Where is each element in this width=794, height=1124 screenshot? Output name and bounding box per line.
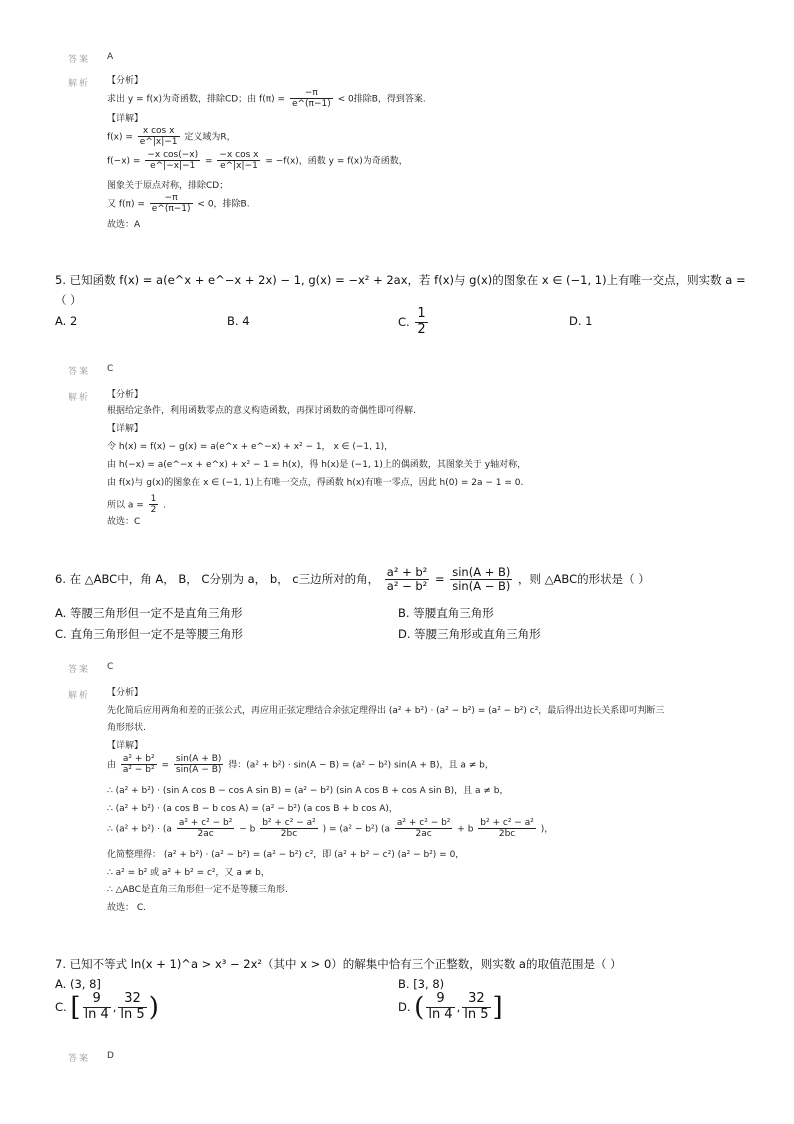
q5-detail-line-3: 由 f(x)与 g(x)的图象在 x ∈ (−1, 1)上有唯一交点，得函数 h(x)有唯一零点，因此 h(0) = 2a − 1 = 0.: [107, 478, 524, 488]
q4-conclusion: 故选：A: [107, 220, 141, 230]
q6-conclusion: 故选： C.: [107, 903, 147, 913]
q5-xiangjie-heading: 【详解】: [107, 424, 144, 434]
q6-detail-line-7: ∴ △ABC是直角三角形但一定不是等腰三角形.: [107, 885, 288, 895]
fraction: $\frac{\text{a² + b²}}{\text{a² − b²}}$: [386, 565, 428, 594]
fraction: $\frac{\text{−x cos x}}{e\^{}|x|-1}$: [219, 150, 259, 172]
fraction: $\frac{\text{a² + b²}}{\text{a² − b²}}$: [122, 754, 155, 776]
answer-label: 答案: [68, 1054, 91, 1064]
q4-fenxi-heading: 【分析】: [107, 76, 144, 86]
fraction: $\frac{\text{b² + c² − a²}}{2bc}$: [480, 818, 534, 840]
q7-stem: 7. 已知不等式 ln(x + 1)^a > x³ − 2x²（其中 x > 0）的解集中恰有三个正整数，则实数 a的取值范围是（ ）: [55, 957, 622, 971]
q4-detail-line-4: 又 f(π) = $\frac{-\pi}{e\^{}(\pi-1)}$ < 0，排除B.: [107, 193, 250, 215]
q6-detail-line-3: ∴ (a² + b²) · (a cos B − b cos A) = (a² − b²) (a cos B + b cos A)，: [107, 804, 398, 814]
q6-option-d[interactable]: D. 等腰三角形或直角三角形: [398, 627, 541, 641]
fraction: $\frac{\text{−x cos(−x)}}{e\^{}|-x|-1}$: [147, 150, 199, 172]
q5-option-c[interactable]: C. $\frac{1}{2}$: [398, 306, 426, 337]
fraction: $\frac{\sin(A + B)}{\sin(A - B)}$: [175, 754, 222, 776]
q6-fenxi-text-2: 角形形状.: [107, 723, 146, 733]
fraction: $\frac{-\pi}{e\^{}(\pi-1)}$: [151, 193, 191, 215]
fraction: $\frac{32}{\ln 5}$: [464, 991, 489, 1022]
q5-option-a[interactable]: A. 2: [55, 314, 78, 328]
fraction: $\frac{32}{\ln 5}$: [120, 991, 145, 1022]
q5-detail-line-4: 所以 a = $\frac{1}{2}$ .: [107, 494, 167, 516]
q6-detail-line-6: ∴ a² = b² 或 a² + b² = c²，又 a ≠ b，: [107, 868, 270, 878]
q6-option-c[interactable]: C. 直角三角形但一定不是等腰三角形: [55, 627, 243, 641]
q6-detail-line-5: 化简整理得： (a² + b²) · (a² − b²) = (a² − b²) c²，即 (a² + b² − c²) (a² − b²) = 0，: [107, 850, 465, 860]
q6-fenxi-text-1: 先化简后应用两角和差的正弦公式，再应用正弦定理结合余弦定理得出 (a² + b²) · (a² − b²) = (a² − b²) c²，最后得出边长关系即可判断三: [107, 706, 665, 716]
q7-option-c[interactable]: C. [ $\frac{9}{\ln 4}$ , $\frac{32}{\ln 5}$ ): [55, 991, 159, 1023]
q7-option-a[interactable]: A. (3, 8]: [55, 977, 101, 991]
analysis-label: 解析: [68, 79, 91, 89]
fraction: $\frac{\text{a² + c² − b²}}{2ac}$: [178, 818, 233, 840]
q5-fenxi-text: 根据给定条件，利用函数零点的意义构造函数，再探讨函数的奇偶性即可得解.: [107, 406, 416, 416]
q4-analysis-line: 求出 y = f(x)为奇函数，排除CD；由 f(π) = $\frac{-\pi}{e\^{}(\pi-1)}$ < 0排除B，得到答案.: [107, 88, 426, 110]
answer-label: 答案: [68, 665, 91, 675]
q6-detail-line-2: ∴ (a² + b²) · (sin A cos B − cos A sin B) = (a² − b²) (sin A cos B + cos A sin B)，且 a ≠ b，: [107, 786, 509, 796]
fraction: $\frac{9}{\ln 4}$: [84, 991, 109, 1022]
fraction: $\frac{1}{2}$: [417, 306, 426, 337]
q4-detail-line-2: f(−x) = $\frac{\text{−x cos(−x)}}{e\^{}|-x|-1}$ = $\frac{\text{−x cos x}}{e\^{}|x|-1}$ = −f(x)，函数 y = f(x)为奇函数，: [107, 150, 408, 172]
q6-option-a[interactable]: A. 等腰三角形但一定不是直角三角形: [55, 606, 243, 620]
analysis-label: 解析: [68, 691, 91, 701]
q5-option-b[interactable]: B. 4: [227, 314, 250, 328]
q5-answer: C: [107, 364, 114, 374]
q7-answer: D: [107, 1051, 114, 1061]
q4-answer: A: [107, 52, 114, 62]
q5-detail-line-2: 由 h(−x) = a(e^−x + e^x) + x² − 1 = h(x)，得 h(x)是 (−1, 1)上的偶函数，其图象关于 y轴对称，: [107, 460, 527, 470]
q5-stem-blank: （ ）: [55, 293, 82, 307]
q4-xiangjie-heading: 【详解】: [107, 114, 144, 124]
q6-fenxi-heading: 【分析】: [107, 688, 144, 698]
q6-detail-line-1: 由 $\frac{\text{a² + b²}}{\text{a² − b²}}$ = $\frac{\sin(A + B)}{\sin(A - B)}$ 得：(a² + b²) · sin(A − B) = (a² − b²) sin(A + B)，且 a ≠ b，: [107, 754, 494, 776]
analysis-label: 解析: [68, 393, 91, 403]
fraction: $\frac{\text{b² + c² − a²}}{2bc}$: [262, 818, 316, 840]
q5-detail-line-1: 令 h(x) = f(x) − g(x) = a(e^x + e^−x) + x² − 1， x ∈ (−1, 1)，: [107, 442, 394, 452]
fraction: $\frac{-\pi}{e\^{}(\pi-1)}$: [291, 88, 331, 110]
answer-label: 答案: [68, 55, 91, 65]
q4-detail-line-1: f(x) = $\frac{\text{x cos x}}{e\^{}|x|-1}$ 定义域为R，: [107, 126, 236, 148]
q5-stem: 5. 已知函数 f(x) = a(e^x + e^−x + 2x) − 1, g(x) = −x² + 2ax，若 f(x)与 g(x)的图象在 x ∈ (−1, 1)上有唯一交点，则实数 a =: [55, 273, 746, 287]
q6-detail-line-4: ∴ (a² + b²) · (a $\frac{\text{a² + c² − b²}}{2ac}$ − b $\frac{\text{b² + c² − a²}}{2bc}$ ) = (a² − b²) (a $\frac{\text{a² + c² − b²}}{2ac}$ + b $\frac{\text{b² + c² − a²}}{2bc}$ )，: [107, 818, 554, 840]
answer-label: 答案: [68, 367, 91, 377]
q6-option-b[interactable]: B. 等腰直角三角形: [398, 606, 494, 620]
fraction: $\frac{\text{x cos x}}{e\^{}|x|-1}$: [139, 126, 178, 148]
q6-stem: 6. 在 △ABC中，角 A， B， C分别为 a， b， c三边所对的角， $\frac{\text{a² + b²}}{\text{a² − b²}}$ = $\frac{\sin(A + B)}{\sin(A - B)}$ ，则 △ABC的形状是（ ）: [55, 565, 650, 594]
q7-option-d[interactable]: D. ( $\frac{9}{\ln 4}$ , $\frac{32}{\ln 5}$ ]: [398, 991, 503, 1023]
fraction: $\frac{\text{a² + c² − b²}}{2ac}$: [396, 818, 451, 840]
fraction: $\frac{9}{\ln 4}$: [428, 991, 453, 1022]
q7-option-b[interactable]: B. [3, 8): [398, 977, 445, 991]
fraction: $\frac{\sin(A + B)}{\sin(A - B)}$: [452, 565, 511, 594]
q5-option-d[interactable]: D. 1: [569, 314, 593, 328]
q6-xiangjie-heading: 【详解】: [107, 741, 144, 751]
q6-answer: C: [107, 662, 114, 672]
fraction: $\frac{1}{2}$: [150, 494, 157, 516]
q5-conclusion: 故选：C: [107, 517, 141, 527]
q5-fenxi-heading: 【分析】: [107, 390, 144, 400]
q4-detail-line-3: 图象关于原点对称，排除CD；: [107, 181, 229, 191]
